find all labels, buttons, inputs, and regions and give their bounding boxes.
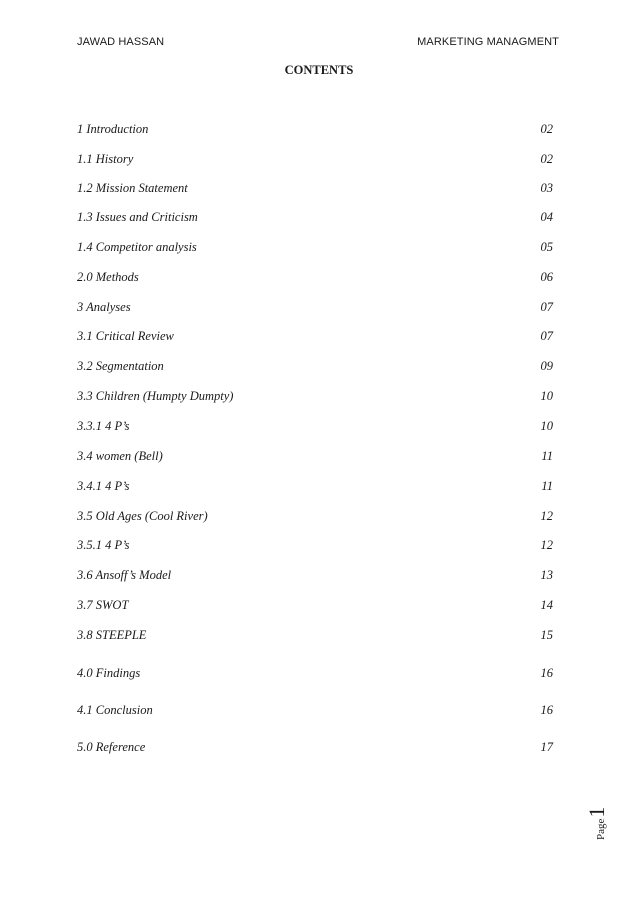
toc-entry-label: 3.1 Critical Review bbox=[77, 329, 174, 343]
toc-entry bbox=[77, 300, 553, 316]
toc-entry-page: 16 bbox=[540, 666, 553, 680]
toc-entry-page: 07 bbox=[540, 329, 553, 343]
toc-entry bbox=[77, 270, 553, 286]
toc-entry-label: 3.7 SWOT bbox=[77, 598, 129, 612]
toc-entry bbox=[77, 359, 553, 375]
page-title: CONTENTS bbox=[284, 63, 354, 77]
toc-entry-page: 10 bbox=[540, 389, 553, 403]
toc-entry-label: 1.4 Competitor analysis bbox=[77, 240, 197, 254]
page-word-label: Page bbox=[595, 818, 607, 840]
toc-entry bbox=[77, 449, 553, 465]
toc-entry-page: 17 bbox=[540, 740, 553, 754]
toc-entry-page: 06 bbox=[540, 270, 553, 284]
toc-entry-page: 10 bbox=[540, 419, 553, 433]
toc-entry-page: 12 bbox=[540, 538, 553, 552]
toc-entry-label: 3.3 Children (Humpty Dumpty) bbox=[77, 389, 234, 403]
toc-entry bbox=[77, 479, 553, 495]
toc-entry-page: 13 bbox=[540, 568, 553, 582]
page-number-footer bbox=[584, 800, 624, 840]
toc-entry-page: 03 bbox=[540, 181, 553, 195]
toc-entry-page: 02 bbox=[540, 122, 553, 136]
toc-entry bbox=[77, 666, 553, 682]
toc-entry-label: 3 Analyses bbox=[77, 300, 131, 314]
toc-entry-label: 1.1 History bbox=[77, 152, 134, 166]
toc-entry bbox=[77, 389, 553, 405]
toc-entry-label: 3.8 STEEPLE bbox=[77, 628, 147, 642]
toc-entry bbox=[77, 598, 553, 614]
toc-entry bbox=[77, 181, 553, 197]
toc-entry bbox=[77, 568, 553, 584]
toc-entry bbox=[77, 740, 553, 756]
toc-entry-label: 3.5 Old Ages (Cool River) bbox=[77, 509, 208, 523]
toc-entry-page: 12 bbox=[540, 509, 553, 523]
toc-entry-page: 11 bbox=[541, 449, 553, 463]
toc-entry-page: 02 bbox=[540, 152, 553, 166]
toc-entry-label: 1.2 Mission Statement bbox=[77, 181, 188, 195]
toc-entry bbox=[77, 240, 553, 256]
toc-entry bbox=[77, 509, 553, 525]
toc-entry-page: 14 bbox=[540, 598, 553, 612]
header-author: JAWAD HASSAN bbox=[77, 36, 165, 48]
toc-entry-page: 04 bbox=[540, 210, 553, 224]
toc-entry bbox=[77, 419, 553, 435]
toc-entry-page: 15 bbox=[540, 628, 553, 642]
toc-entry bbox=[77, 703, 553, 719]
toc-entry-label: 4.0 Findings bbox=[77, 666, 141, 680]
toc-entry bbox=[77, 538, 553, 554]
toc-entry-label: 3.3.1 4 P’s bbox=[77, 419, 130, 433]
toc-entry-page: 16 bbox=[540, 703, 553, 717]
page-number-value: 1 bbox=[584, 806, 609, 818]
toc-entry bbox=[77, 210, 553, 226]
header-course: MARKETING MANAGMENT bbox=[417, 36, 559, 48]
toc-entry-label: 3.5.1 4 P’s bbox=[77, 538, 130, 552]
toc-entry-label: 1 Introduction bbox=[77, 122, 149, 136]
toc-entry-page: 11 bbox=[541, 479, 553, 493]
toc-entry-label: 3.4.1 4 P’s bbox=[77, 479, 130, 493]
toc-entry-label: 3.6 Ansoff’s Model bbox=[77, 568, 172, 582]
toc-entry-label: 5.0 Reference bbox=[77, 740, 146, 754]
toc-entry bbox=[77, 152, 553, 168]
toc-entry-label: 4.1 Conclusion bbox=[77, 703, 153, 717]
toc-entry-page: 07 bbox=[540, 300, 553, 314]
toc-entry bbox=[77, 329, 553, 345]
toc-entry-label: 2.0 Methods bbox=[77, 270, 139, 284]
toc-entry-label: 1.3 Issues and Criticism bbox=[77, 210, 198, 224]
toc-entry bbox=[77, 122, 553, 138]
toc-entry-label: 3.4 women (Bell) bbox=[77, 449, 163, 463]
toc-entry-page: 09 bbox=[540, 359, 553, 373]
toc-entry-label: 3.2 Segmentation bbox=[77, 359, 164, 373]
toc-entry bbox=[77, 628, 553, 644]
toc-entry-page: 05 bbox=[540, 240, 553, 254]
